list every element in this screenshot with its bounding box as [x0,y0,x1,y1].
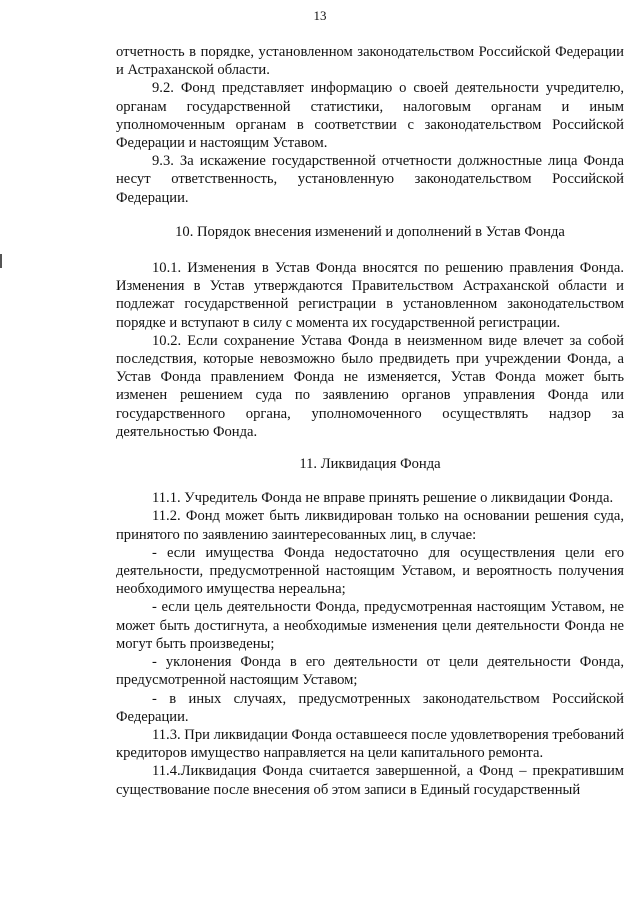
paragraph-9-2: 9.2. Фонд представляет информацию о своей деятельности учредителю, органам государственной статистики, налоговым органам и иным уполномоченным органам в соответствии с законодательством Российской Федерации и настоящим Уставом. [116,80,624,152]
paragraph-10-1: 10.1. Изменения в Устав Фонда вносятся по решению правления Фонда. Изменения в Устав утверждаются Правительством Астраханской области и подлежат государственной регистрации в установленном законодательством порядке и вступают в силу с момента их государственной регистрации. [116,260,624,331]
section-11-heading: 11. Ликвидация Фонда [299,456,441,473]
list-item-deviation-from-goal: - уклонения Фонда в его деятельности от цели деятельности Фонда, предусмотренной настоящим Уставом; [116,654,624,689]
scan-margin-mark [0,254,2,268]
page-number: 13 [313,8,327,23]
paragraph-11-1: 11.1. Учредитель Фонда не вправе принять решение о ликвидации Фонда. [152,490,614,507]
paragraph-10-2: 10.2. Если сохранение Устава Фонда в неизменном виде влечет за собой последствия, которые невозможно было предвидеть при учреждении Фонда, а Устав Фонда правлением Фонда не изменяется, Устав Фонда может быть изменен решением суда по заявлению органов управления Фонда или государственного органа, уполномоченного осуществлять надзор за деятельностью Фонда. [116,332,624,440]
paragraph-11-3: 11.3. При ликвидации Фонда оставшееся после удовлетворения требований кредиторов имущество направляется на цели капитального ремонта. [116,726,624,762]
document-body [116,43,624,799]
section-10-heading: 10. Порядок внесения изменений и дополнений в Устав Фонда [175,223,565,240]
list-item-goal-unachievable: - если цель деятельности Фонда, предусмотренная настоящим Уставом, не может быть достигнута, а необходимые изменения цели деятельности Фонда не могут быть произведены; [116,599,624,652]
paragraph-11-2: 11.2. Фонд может быть ликвидирован только на основании решения суда, принятого по заявлению заинтересованных лиц, в случае: [116,508,624,543]
paragraph-9-3: 9.3. За искажение государственной отчетности должностные лица Фонда несут ответственность, установленную законодательством Российской Федерации. [116,153,624,206]
list-item-other-cases: - в иных случаях, предусмотренных законодательством Российской Федерации. [116,690,624,725]
paragraph-11-4: 11.4.Ликвидация Фонда считается завершенной, а Фонд – прекратившим существование после внесения об этом записи в Единый государственный [116,763,624,798]
list-item-insufficient-property: - если имущества Фонда недостаточно для осуществления цели его деятельности, предусмотренной настоящим Уставом, и вероятность получения необходимого имущества нереальна; [116,544,624,598]
paragraph-continuation: отчетность в порядке, установленном законодательством Российской Федерации и Астраханской области. [116,44,624,79]
